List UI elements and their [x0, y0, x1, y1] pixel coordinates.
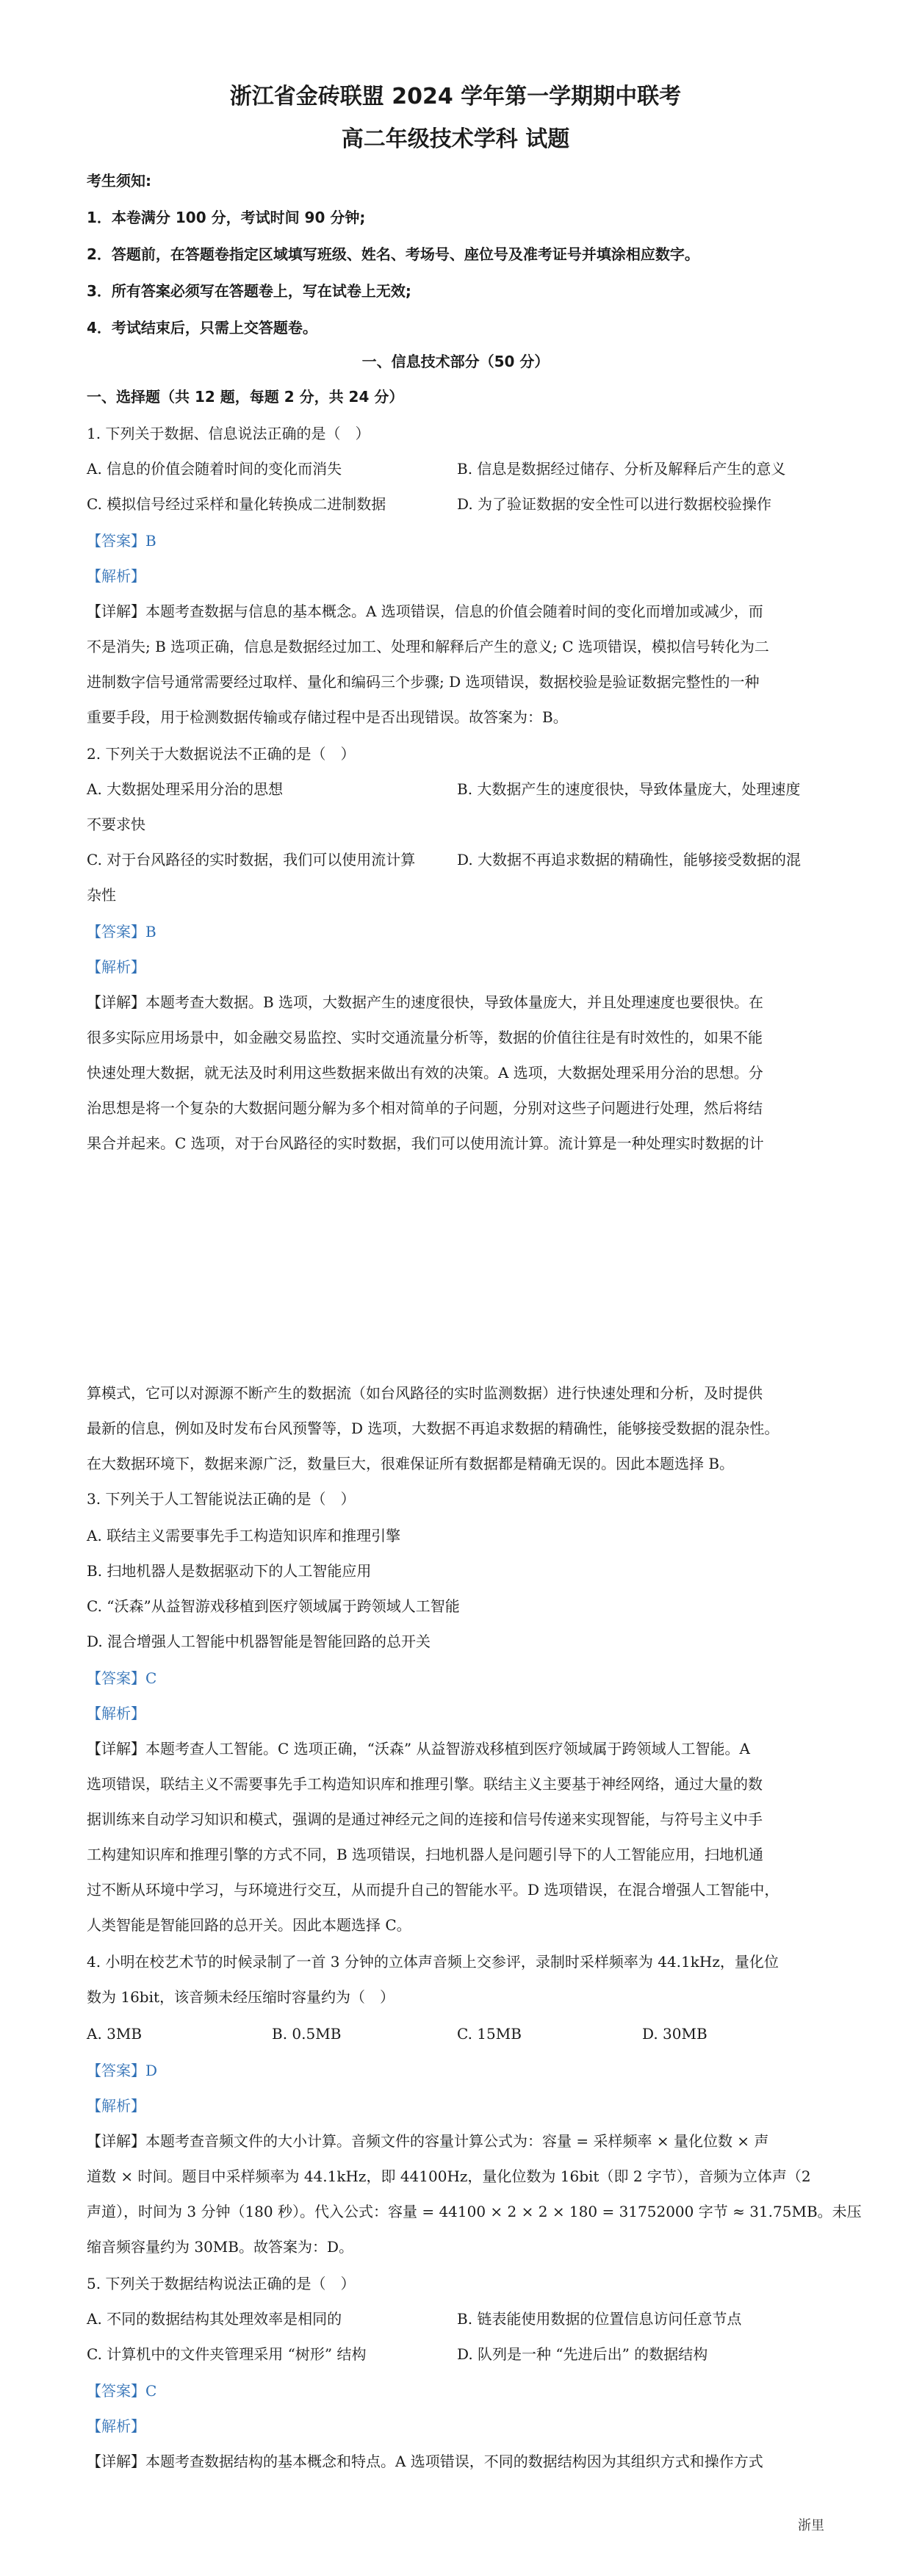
option-a: A. 不同的数据结构其处理效率是相同的	[87, 2310, 342, 2328]
question-1-stem: 1. 下列关于数据、信息说法正确的是（ ）	[87, 425, 370, 442]
detail-line: 治思想是将一个复杂的大数据问题分解为多个相对简单的子问题，分别对这些子问题进行处理，然后将结	[87, 1099, 763, 1117]
option-c: C. 模拟信号经过采样和量化转换成二进制数据	[87, 495, 386, 513]
part-heading: 一、选择题（共 12 题，每题 2 分，共 24 分）	[87, 388, 404, 406]
option-d: D. 混合增强人工智能中机器智能是智能回路的总开关	[87, 1633, 431, 1650]
option-a: A. 联结主义需要事先手工构造知识库和推理引擎	[87, 1527, 401, 1544]
detail-line: 缩音频容量约为 30MB。故答案为：D。	[87, 2238, 354, 2256]
option-d: D. 队列是一种 “先进后出” 的数据结构	[457, 2345, 708, 2363]
detail-line: 声道），时间为 3 分钟（180 秒）。代入公式：容量 = 44100 × 2 × 2 × 180 = 31752000 字节 ≈ 31.75MB。未压	[87, 2203, 862, 2220]
detail-line: 据训练来自动学习知识和模式，强调的是通过神经元之间的连接和信号传递来实现智能，与符号主义中手	[87, 1810, 763, 1828]
option-d: D. 为了验证数据的安全性可以进行数据校验操作	[457, 495, 772, 513]
exam-subtitle: 高二年级技术学科 试题	[341, 126, 570, 152]
notice-item: 1．本卷满分 100 分，考试时间 90 分钟;	[87, 209, 366, 226]
notice-item: 4．考试结束后，只需上交答题卷。	[87, 319, 317, 337]
option-c: C. 15MB	[457, 2025, 522, 2043]
option-b: B. 0.5MB	[272, 2025, 342, 2043]
analysis-label: 【解析】	[87, 958, 145, 976]
notice-item: 2．答题前，在答题卷指定区域填写班级、姓名、考场号、座位号及准考证号并填涂相应数字。	[87, 245, 699, 263]
notice-heading: 考生须知:	[87, 172, 151, 190]
detail-line: 不是消失; B 选项正确，信息是数据经过加工、处理和解释后产生的意义; C 选项错误，模拟信号转化为二	[87, 638, 769, 655]
question-5-stem: 5. 下列关于数据结构说法正确的是（ ）	[87, 2275, 356, 2292]
answer-label: 【答案】C	[87, 2382, 157, 2400]
detail-line: 选项错误，联结主义不需要事先手工构造知识库和推理引擎。联结主义主要基于神经网络，通过大量的数	[87, 1775, 763, 1793]
detail-line: 过不断从环境中学习，与环境进行交互，从而提升自己的智能水平。D 选项错误，在混合增强人工智能中，	[87, 1881, 779, 1899]
option-b: B. 扫地机器人是数据驱动下的人工智能应用	[87, 1562, 372, 1580]
option-d: D. 大数据不再追求数据的精确性，能够接受数据的混	[457, 851, 802, 868]
option-c: C. 计算机中的文件夹管理采用 “树形” 结构	[87, 2345, 367, 2363]
analysis-label: 【解析】	[87, 2097, 145, 2115]
footer-mark: 浙里	[798, 2518, 824, 2533]
detail-line: 最新的信息，例如及时发布台风预警等，D 选项，大数据不再追求数据的精确性，能够接受数据的混杂性。	[87, 1420, 779, 1437]
option-d-cont: 杂性	[87, 886, 116, 904]
detail-line: 人类智能是智能回路的总开关。因此本题选择 C。	[87, 1916, 411, 1934]
option-a: A. 大数据处理采用分治的思想	[87, 780, 284, 798]
detail-line: 【详解】本题考查音频文件的大小计算。音频文件的容量计算公式为：容量 = 采样频率 × 量化位数 × 声	[87, 2132, 769, 2150]
detail-line: 快速处理大数据，就无法及时利用这些数据来做出有效的决策。A 选项，大数据处理采用分治的思想。分	[87, 1064, 763, 1082]
option-c: C. “沃森”从益智游戏移植到医疗领域属于跨领域人工智能	[87, 1597, 460, 1615]
question-3-stem: 3. 下列关于人工智能说法正确的是（ ）	[87, 1490, 356, 1508]
detail-line: 进制数字信号通常需要经过取样、量化和编码三个步骤; D 选项错误，数据校验是验证数据完整性的一种	[87, 673, 760, 691]
option-d: D. 30MB	[642, 2025, 707, 2043]
detail-line: 道数 × 时间。题目中采样频率为 44.1kHz，即 44100Hz，量化位数为 16bit（即 2 字节），音频为立体声（2	[87, 2167, 811, 2185]
detail-line: 重要手段，用于检测数据传输或存储过程中是否出现错误。故答案为：B。	[87, 708, 568, 726]
analysis-label: 【解析】	[87, 1705, 145, 1722]
question-2-stem: 2. 下列关于大数据说法不正确的是（ ）	[87, 745, 356, 763]
option-b-cont: 不要求快	[87, 816, 145, 833]
option-b: B. 大数据产生的速度很快，导致体量庞大，处理速度	[457, 780, 801, 798]
option-a: A. 信息的价值会随着时间的变化而消失	[87, 460, 342, 478]
answer-label: 【答案】B	[87, 532, 156, 550]
detail-line: 【详解】本题考查人工智能。C 选项正确，“沃森” 从益智游戏移植到医疗领域属于跨领域人工智能。A	[87, 1740, 750, 1757]
option-b: B. 信息是数据经过储存、分析及解释后产生的意义	[457, 460, 786, 478]
detail-line: 【详解】本题考查大数据。B 选项，大数据产生的速度很快，导致体量庞大，并且处理速度也要很快。在	[87, 993, 764, 1011]
section-heading: 一、信息技术部分（50 分）	[361, 353, 550, 370]
answer-label: 【答案】D	[87, 2062, 158, 2079]
option-c: C. 对于台风路径的实时数据，我们可以使用流计算	[87, 851, 416, 868]
answer-label: 【答案】B	[87, 923, 156, 940]
notice-item: 3．所有答案必须写在答题卷上，写在试卷上无效;	[87, 282, 411, 300]
detail-line: 很多实际应用场景中，如金融交易监控、实时交通流量分析等，数据的价值往往是有时效性的，如果不能	[87, 1029, 763, 1046]
option-b: B. 链表能使用数据的位置信息访问任意节点	[457, 2310, 742, 2328]
detail-line: 算模式，它可以对源源不断产生的数据流（如台风路径的实时监测数据）进行快速处理和分析，及时提供	[87, 1384, 763, 1402]
detail-line: 工构建知识库和推理引擎的方式不同，B 选项错误，扫地机器人是问题引导下的人工智能应用，扫地机通	[87, 1846, 764, 1863]
answer-label: 【答案】C	[87, 1669, 157, 1687]
detail-line: 在大数据环境下，数据来源广泛，数量巨大，很难保证所有数据都是精确无误的。因此本题选择 B。	[87, 1455, 735, 1472]
detail-line: 【详解】本题考查数据结构的基本概念和特点。A 选项错误，不同的数据结构因为其组织方式和操作方式	[87, 2453, 763, 2470]
analysis-label: 【解析】	[87, 567, 145, 585]
question-4-stem: 4. 小明在校艺术节的时候录制了一首 3 分钟的立体声音频上交参评，录制时采样频率为 44.1kHz，量化位	[87, 1953, 779, 1971]
detail-line: 果合并起来。C 选项，对于台风路径的实时数据，我们可以使用流计算。流计算是一种处理实时数据的计	[87, 1134, 764, 1152]
analysis-label: 【解析】	[87, 2417, 145, 2435]
exam-title: 浙江省金砖联盟 2024 学年第一学期期中联考	[229, 84, 682, 109]
question-4-stem-cont: 数为 16bit，该音频未经压缩时容量约为（ ）	[87, 1988, 395, 2006]
detail-line: 【详解】本题考查数据与信息的基本概念。A 选项错误，信息的价值会随着时间的变化而增加或减少，而	[87, 602, 763, 620]
option-a: A. 3MB	[87, 2025, 143, 2043]
